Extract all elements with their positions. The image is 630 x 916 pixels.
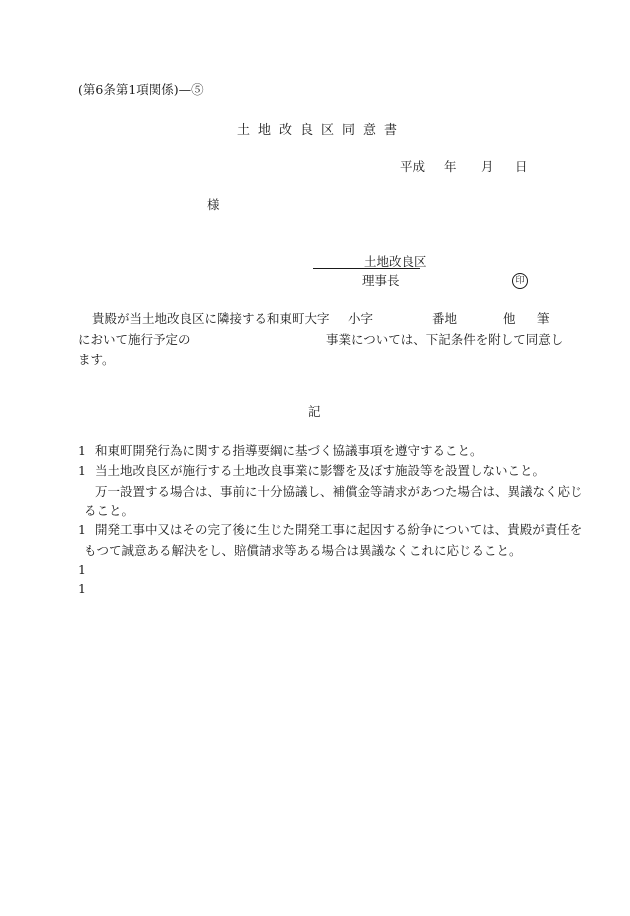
body-line1-hitsu: 筆 — [537, 311, 550, 326]
condition-number: 1 — [78, 522, 86, 537]
issuer-chairman: 理事長 — [362, 273, 400, 288]
body-line3: ます。 — [78, 352, 115, 367]
condition-number: 1 — [78, 443, 86, 458]
body-line2-text: において施行予定の — [78, 332, 191, 347]
condition-text: 当土地改良区が施行する土地改良事業に影響を及ぼす施設等を設置しないこと。 — [95, 463, 546, 478]
ki-heading: 記 — [308, 404, 321, 419]
body-line1-koaza: 小字 — [348, 311, 374, 326]
seal-mark-icon: 印 — [512, 273, 528, 289]
form-reference: (第6条第1項関係)—⑤ — [78, 82, 204, 97]
body-line1-banchi: 番地 — [432, 311, 458, 326]
body-line1-text: 貴殿が当土地改良区に隣接する和東町大字 — [92, 311, 330, 326]
date-era: 平成 — [400, 159, 426, 174]
condition-number: 1 — [78, 581, 86, 596]
condition-number: 1 — [78, 562, 86, 577]
body-line2-rest: 事業については、下記条件を附して同意し — [326, 332, 564, 347]
date-month-label: 月 — [481, 159, 494, 174]
addressee-honorific: 様 — [207, 197, 220, 212]
date-year-label: 年 — [444, 159, 457, 174]
condition-continuation: 万一設置する場合は、事前に十分協議し、補償金等請求があつた場合は、異議なく応じ — [95, 484, 583, 499]
condition-number: 1 — [78, 463, 86, 478]
body-line1-ta: 他 — [503, 311, 516, 326]
issuer-district: 土地改良区 — [364, 254, 427, 269]
date-day-label: 日 — [515, 159, 528, 174]
condition-continuation: もつて誠意ある解決をし、賠償請求等ある場合は異議なくこれに応じること。 — [84, 543, 522, 558]
condition-text: 開発工事中又はその完了後に生じた開発工事に起因する紛争については、貴殿が責任を — [95, 522, 583, 537]
condition-continuation: ること。 — [84, 503, 135, 518]
document-title: 土地改良区同意書 — [237, 123, 406, 138]
condition-text: 和東町開発行為に関する指導要綱に基づく協議事項を遵守すること。 — [95, 443, 483, 458]
